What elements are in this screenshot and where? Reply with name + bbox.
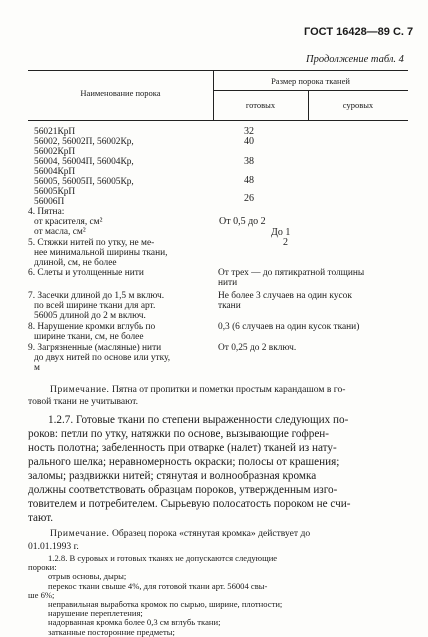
defect-cell: до двух нитей по основе или утку,	[34, 353, 171, 363]
list-item: ше 6%;	[28, 589, 55, 600]
defect-cell: 56004КрП	[34, 167, 76, 177]
size-value: 48	[244, 175, 254, 186]
size-value: нити	[218, 278, 238, 288]
note-kromka	[50, 528, 310, 540]
note-text-continued: 01.01.1993 г.	[28, 541, 79, 552]
list-item: отрыв основы, дыры;	[48, 571, 127, 582]
defect-cell: 4. Пятна:	[28, 207, 65, 217]
size-value: 0,3 (6 случаев на один кусок ткани)	[218, 322, 360, 332]
document-code: ГОСТ 16428—89 С. 7	[304, 26, 414, 38]
note-label: Примечание.	[50, 528, 110, 539]
defect-cell: длиной, см, не более	[34, 258, 117, 268]
size-value: 26	[244, 193, 254, 204]
list-item: нарушение переплетения;	[48, 608, 143, 619]
defect-cell: от красителя, см²	[34, 217, 103, 227]
defect-cell: 56002КрП	[34, 147, 76, 157]
col-header-finished: готовых	[245, 100, 276, 110]
note-label: Примечание.	[50, 384, 110, 395]
defect-cell: по всей ширине ткани для арт.	[34, 301, 156, 311]
defect-cell: м	[34, 363, 40, 373]
defect-cell: 56005 длиной до 2 м включ.	[34, 311, 146, 321]
paragraph-line: роков: петли по утку, натяжки по основе, вызывающие гофрен-	[28, 428, 330, 440]
defect-cell: 6. Слеты и утолщенные нити	[28, 268, 144, 278]
defect-cell: 56002, 56002П, 56002Кр,	[34, 137, 134, 147]
note-text: Пятна от пропитки и пометки простым карандашом в го-	[111, 384, 346, 395]
note-text-continued: товой ткани не учитывают.	[28, 396, 139, 407]
defect-cell: 56005, 56005П, 56005Кр,	[34, 177, 134, 187]
list-item: перекос ткани свыше 4%, для готовой ткани арт. 56004 свы-	[48, 580, 268, 591]
paragraph-line: товителем и потребителем. Сырьевую полосатость пороком не счи-	[28, 498, 351, 510]
paragraph-line: пороки:	[28, 562, 57, 573]
paragraph-line: рального шелка; неравномерность окраски; полосы от крашения;	[28, 456, 340, 468]
paragraph-line: 1.2.8. В суровых и готовых тканях не допускаются следующие	[48, 553, 278, 563]
defect-cell: от масла, см²	[34, 227, 86, 237]
col-header-size: Размер порока тканей	[271, 76, 350, 86]
list-item: затканные посторонние предметы;	[48, 626, 175, 637]
col-header-defect: Наименование порока	[80, 88, 161, 98]
paragraph-line: ность полотна; забеленность при отварке (налет) тканей из нату-	[28, 442, 337, 454]
paragraph-line: заломы; раздвижки нитей; стянутая и волнообразная кромка	[28, 470, 317, 482]
defect-cell: 56021КрП	[34, 127, 76, 137]
size-value: 32	[244, 126, 254, 137]
list-item: надорванная кромка более 0,3 см вглубь ткани;	[48, 617, 221, 628]
defect-cell: ширине ткани, см, не более	[34, 332, 144, 342]
defect-cell: 5. Стяжки нитей по утку, не ме-	[28, 238, 155, 248]
note-text: Образец порока «стянутая кромка» действует до	[111, 528, 311, 539]
paragraph-line: 1.2.7. Готовые ткани по степени выраженности следующих по-	[48, 414, 349, 426]
defect-cell: 56006П	[34, 197, 65, 207]
defect-cell: 8. Нарушение кромки вглубь по	[28, 322, 156, 332]
size-value: До 1	[271, 227, 291, 238]
col-header-raw: суровых	[342, 100, 374, 110]
table-top-rule	[28, 70, 408, 71]
table-header-bottom-rule	[28, 120, 408, 121]
size-value: ткани	[218, 301, 241, 311]
size-value: 40	[244, 136, 254, 147]
paragraph-line: тают.	[28, 512, 54, 524]
note-pyatna	[50, 384, 345, 396]
defect-cell: 9. Загрязненные (масляные) нити	[28, 343, 162, 353]
list-item: неправильная выработка кромок по сырью, ширине, плотности;	[48, 599, 283, 609]
size-value: Не более 3 случаев на один кусок	[218, 291, 352, 301]
defect-cell: 56004, 56004П, 56004Кр,	[34, 157, 134, 167]
defect-cell: 56005КрП	[34, 187, 76, 197]
paragraph-line: должны соответствовать образцам пороков, утвержденным изго-	[28, 484, 338, 496]
size-value: От 0,5 до 2	[219, 216, 266, 227]
size-value: 38	[244, 156, 254, 167]
size-value: От 0,25 до 2 включ.	[218, 343, 297, 353]
defect-cell: нее минимальной ширины ткани,	[34, 248, 168, 258]
size-value: От трех — до пятикратной толщины	[218, 268, 365, 278]
defect-cell: 7. Засечки длиной до 1,5 м включ.	[28, 291, 165, 301]
size-value: 2	[283, 237, 288, 248]
table-subheader-rule	[213, 90, 408, 91]
table-continuation-label: Продолжение табл. 4	[306, 54, 404, 65]
